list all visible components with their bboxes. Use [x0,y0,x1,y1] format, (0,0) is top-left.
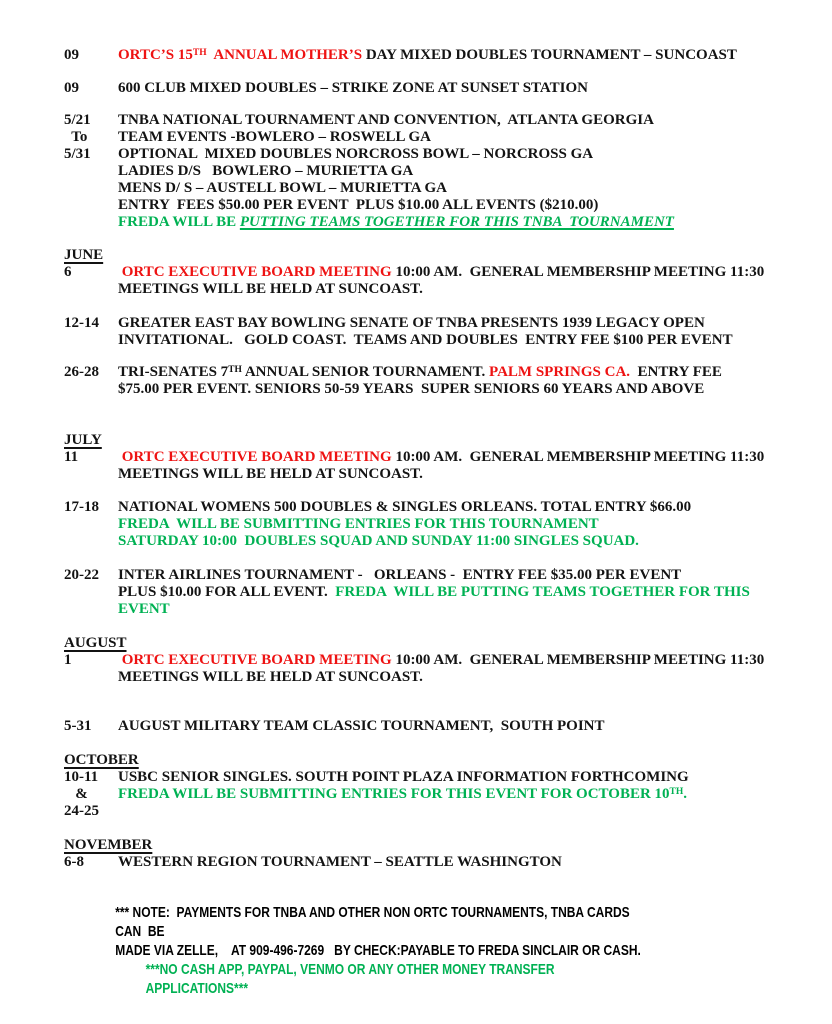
text-segment: FREDA WILL BE SUBMITTING ENTRIES FOR THIS EVENT FOR OCTOBER 10 [118,786,670,802]
schedule-line [64,533,802,550]
date-cell: 26-28 [64,364,99,380]
line-text [118,214,802,231]
line-text [118,264,802,281]
line-text [118,669,802,686]
text-segment: 10:00 AM. GENERAL MEMBERSHIP MEETING 11:30 [395,264,765,280]
line-text [118,516,802,533]
schedule-line [64,601,802,618]
section-heading-label: JULY [64,432,102,448]
date-cell [64,533,118,550]
section-heading-label: NOVEMBER [64,837,153,853]
note-text: ***NO CASH APP, PAYPAL, VENMO OR ANY OTHER MONEY TRANSFER APPLICATIONS*** [145,961,558,997]
text-segment: FREDA WILL BE PUTTING TEAMS TOGETHER FOR THIS [335,584,750,600]
section-heading-label: JUNE [64,247,104,263]
date-cell [64,584,118,601]
line-text [118,601,802,618]
line-text [118,47,802,64]
text-segment: USBC SENIOR SINGLES. SOUTH POINT PLAZA INFORMATION FORTHCOMING [118,769,689,785]
date-cell: 09 [64,47,79,63]
section-heading [64,752,802,769]
schedule-line [64,584,802,601]
date-cell: 12-14 [64,315,99,331]
text-segment: SATURDAY 10:00 DOUBLES SQUAD AND SUNDAY 11:00 SINGLES SQUAD. [118,533,639,549]
text-segment: ANNUAL SENIOR TOURNAMENT. [241,364,490,380]
line-text [118,129,802,146]
date-cell: 6 [64,264,72,280]
text-segment: ORTC EXECUTIVE BOARD MEETING [118,449,396,465]
schedule-line [64,281,802,298]
text-segment: 10:00 AM. GENERAL MEMBERSHIP MEETING 11:30 [395,652,765,668]
text-segment: WESTERN REGION TOURNAMENT – SEATTLE WASHINGTON [118,854,562,870]
line-text [118,499,802,516]
line-text [118,533,802,550]
text-segment: ANNUAL MOTHER’S [206,47,366,63]
date-cell: 24-25 [64,803,99,819]
date-cell: 10-11 [64,769,99,785]
text-segment: FREDA WILL BE SUBMITTING ENTRIES FOR THIS TOURNAMENT [118,516,599,532]
date-cell [64,163,118,180]
section-heading [64,635,802,652]
date-cell: 6-8 [64,854,84,870]
text-segment: GREATER EAST BAY BOWLING SENATE OF TNBA PRESENTS 1939 LEGACY OPEN [118,315,705,331]
note-line [64,903,654,941]
text-segment: PALM SPRINGS CA. [489,364,631,380]
section-heading-label: AUGUST [64,635,127,651]
line-text [118,163,802,180]
date-cell [64,516,118,533]
line-text [118,197,802,214]
text-segment: ORTC EXECUTIVE BOARD MEETING [118,264,396,280]
section-heading [64,247,802,264]
text-segment: OPTIONAL MIXED DOUBLES NORCROSS BOWL – NORCROSS GA [118,146,594,162]
date-cell: 09 [64,80,79,96]
schedule-line [64,718,802,735]
text-segment: TNBA NATIONAL TOURNAMENT AND CONVENTION, ATLANTA GEORGIA [118,112,654,128]
schedule-line [64,146,802,163]
line-text [118,381,802,398]
date-cell: 11 [64,449,79,465]
date-cell [64,180,118,197]
schedule-line [64,652,802,669]
superscript-text: TH [192,47,207,58]
text-segment: PLUS $10.00 FOR ALL EVENT. [118,584,336,600]
text-segment: MENS D/ S – AUSTELL BOWL – MURIETTA GA [118,180,447,196]
line-text [118,449,802,466]
schedule-line [64,499,802,516]
schedule-line [64,197,802,214]
line-text [118,769,802,786]
schedule-line [64,803,802,820]
text-segment: 600 CLUB MIXED DOUBLES – STRIKE ZONE AT SUNSET STATION [118,80,588,96]
date-cell: 5/31 [64,146,91,162]
schedule-line [64,47,802,64]
date-cell: 5-31 [64,718,92,734]
date-cell [64,197,118,214]
line-text [118,146,802,163]
line-text [118,567,802,584]
line-text [118,315,802,332]
line-text [118,584,802,601]
line-text [118,180,802,197]
text-segment: NATIONAL WOMENS 500 DOUBLES & SINGLES ORLEANS. TOTAL ENTRY $66.00 [118,499,692,515]
line-text [118,854,802,871]
text-segment: 10:00 AM. GENERAL MEMBERSHIP MEETING 11:30 [395,449,765,465]
line-text [118,112,802,129]
line-text [118,364,802,381]
schedule-line [64,466,802,483]
date-cell: To [64,129,88,145]
schedule-line [64,214,802,231]
note-line [64,960,654,998]
line-text [118,652,802,669]
schedule-line [64,163,802,180]
text-segment: DAY MIXED DOUBLES TOURNAMENT – SUNCOAST [365,47,737,63]
date-cell [64,281,118,298]
text-segment: ORTC’S 15 [118,47,193,63]
line-text [118,718,802,735]
text-segment: INTER AIRLINES TOURNAMENT - ORLEANS - ENTRY FEE $35.00 PER EVENT [118,567,682,583]
date-cell: 5/21 [64,112,91,128]
line-text [118,281,802,298]
schedule-line [64,516,802,533]
text-segment: AUGUST MILITARY TEAM CLASSIC TOURNAMENT, SOUTH POINT [118,718,605,734]
schedule-line [64,264,802,281]
superscript-text: TH [228,364,242,375]
date-cell: 1 [64,652,72,668]
note-text: MADE VIA ZELLE, AT 909-496-7269 BY CHECK:PAYABLE TO FREDA SINCLAIR OR CASH. [115,942,641,959]
date-cell [64,669,118,686]
schedule-line [64,449,802,466]
text-segment: TRI-SENATES 7 [118,364,229,380]
text-segment: $75.00 PER EVENT. SENIORS 50-59 YEARS SUPER SENIORS 60 YEARS AND ABOVE [118,381,705,397]
schedule-line [64,669,802,686]
text-segment: . [683,786,688,802]
text-segment: MEETINGS WILL BE HELD AT SUNCOAST. [118,281,423,297]
section-heading [64,837,802,854]
line-text [118,803,802,820]
schedule-line [64,332,802,349]
date-cell [64,332,118,349]
schedule-line [64,786,802,803]
line-text [118,80,802,97]
schedule-line [64,112,802,129]
text-segment: MEETINGS WILL BE HELD AT SUNCOAST. [118,669,423,685]
date-cell [64,381,118,398]
schedule-line [64,129,802,146]
text-segment: ENTRY FEE [630,364,722,380]
text-segment: PUTTING TEAMS TOGETHER FOR THIS TNBA TOURNAMENT [239,214,674,230]
text-segment: EVENT [118,601,170,617]
text-segment: FREDA WILL BE [118,214,240,230]
section-heading [64,432,802,449]
text-segment: LADIES D/S BOWLERO – MURIETTA GA [118,163,414,179]
schedule-line [64,364,802,381]
text-segment: TEAM EVENTS -BOWLERO – ROSWELL GA [118,129,431,145]
note-line [64,941,654,960]
text-segment: MEETINGS WILL BE HELD AT SUNCOAST. [118,466,423,482]
text-segment: ENTRY FEES $50.00 PER EVENT PLUS $10.00 ALL EVENTS ($210.00) [118,197,599,213]
date-cell: 20-22 [64,567,99,583]
section-heading-label: OCTOBER [64,752,139,768]
schedule-line [64,315,802,332]
line-text [118,332,802,349]
schedule-line [64,567,802,584]
date-cell [64,466,118,483]
line-text [118,466,802,483]
text-segment: INVITATIONAL. GOLD COAST. TEAMS AND DOUBLES ENTRY FEE $100 PER EVENT [118,332,733,348]
note-text: *** NOTE: PAYMENTS FOR TNBA AND OTHER NON ORTC TOURNAMENTS, TNBA CARDS CAN BE [115,904,633,940]
schedule-line [64,854,802,871]
line-text [118,786,802,803]
schedule-line [64,180,802,197]
date-cell [64,214,118,231]
date-cell: & [64,786,88,802]
schedule-line [64,381,802,398]
date-cell [64,601,118,618]
date-cell: 17-18 [64,499,99,515]
superscript-text: TH [669,786,684,797]
schedule-line [64,80,802,97]
schedule-line [64,769,802,786]
text-segment: ORTC EXECUTIVE BOARD MEETING [118,652,396,668]
